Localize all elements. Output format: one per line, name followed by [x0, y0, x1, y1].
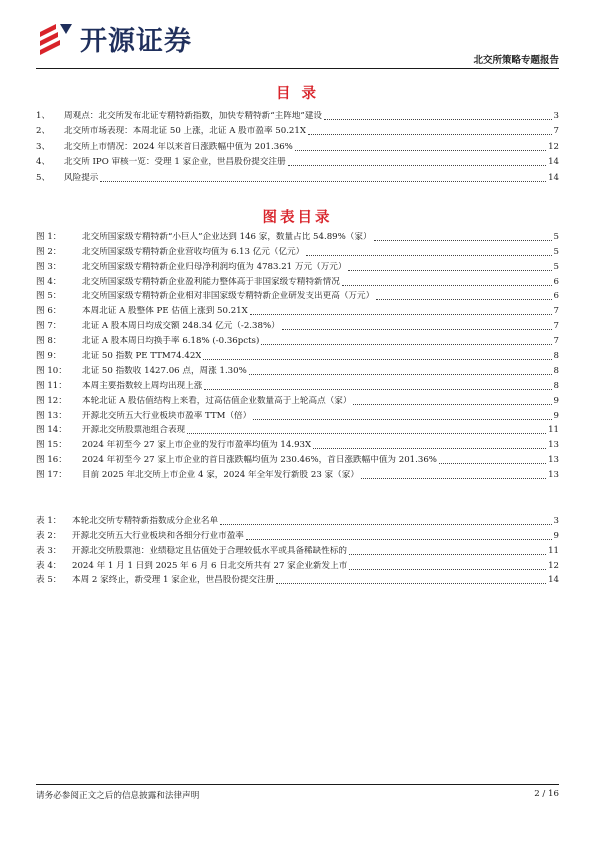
page-number: 2 / 16 — [534, 789, 559, 799]
dot-leader — [308, 134, 552, 135]
table-entry-label: 开源北交所五大行业板块和各细分行业市盈率 — [72, 530, 244, 541]
figure-entry-page: 9 — [553, 395, 559, 406]
dot-leader — [349, 554, 546, 555]
figure-entry-label: 2024 年初至今 27 家上市企业的发行市盈率均值为 14.93X — [82, 440, 312, 451]
dot-leader — [361, 478, 546, 479]
figure-entry-page: 8 — [553, 380, 559, 391]
figure-entry-label: 北证 50 指数 PE TTM74.42X — [82, 351, 202, 362]
toc-entry[interactable] — [36, 168, 559, 184]
figure-entry-number: 图 11： — [36, 380, 67, 391]
toc-entry[interactable] — [36, 137, 559, 153]
figure-entry-page: 13 — [548, 440, 559, 451]
dot-leader — [353, 404, 551, 405]
figure-entry-number: 图 15： — [36, 440, 67, 451]
dot-leader — [348, 270, 551, 271]
table-entry[interactable] — [36, 542, 559, 557]
dot-leader — [187, 433, 546, 434]
figure-entry-page: 13 — [548, 455, 559, 466]
figure-entry-number: 图 5： — [36, 291, 62, 302]
dot-leader — [342, 285, 552, 286]
figure-entry-number: 图 3： — [36, 261, 62, 272]
figure-entry-number: 图 2： — [36, 246, 62, 257]
dot-leader — [282, 329, 552, 330]
dot-leader — [295, 150, 546, 151]
table-entry[interactable] — [36, 512, 559, 527]
figure-entry-number: 图 12： — [36, 395, 67, 406]
table-entry[interactable] — [36, 557, 559, 572]
figure-entry[interactable] — [36, 466, 559, 481]
table-entry-number: 表 1： — [36, 515, 62, 526]
table-entry-number: 表 2： — [36, 530, 62, 541]
figure-entry-page: 5 — [553, 231, 559, 242]
figure-entry-page: 7 — [553, 321, 559, 332]
figure-entry-page: 11 — [548, 425, 559, 436]
dot-leader — [276, 583, 546, 584]
figure-entry-label: 开源北交所股票池组合表现 — [82, 425, 186, 436]
footer-divider — [36, 784, 559, 785]
figure-entry-page: 8 — [553, 351, 559, 362]
dot-leader — [249, 374, 552, 375]
figure-entry-number: 图 4： — [36, 276, 62, 287]
toc-entry-label: 北交所 IPO 审核一览：受理 1 家企业，世昌股份提交注册 — [64, 157, 286, 167]
figure-entry[interactable] — [36, 273, 559, 288]
figure-entry-label: 北证 50 指数收 1427.06 点，周涨 1.30% — [82, 365, 247, 376]
dot-leader — [220, 524, 551, 525]
header-divider — [36, 68, 559, 69]
figure-entry-label: 北证 A 股本周日均换手率 6.18% (-0.36pcts) — [82, 336, 260, 347]
figure-entry-label: 北交所国家级专精特新企业归母净利润均值为 4783.21 万元（万元） — [82, 261, 347, 272]
toc-entry-label: 周观点：北交所发布北证专精特新指数，加快专精特新“主阵地”建设 — [64, 110, 323, 121]
dot-leader — [306, 255, 551, 256]
dot-leader — [253, 419, 551, 420]
figure-entry[interactable] — [36, 288, 559, 303]
company-logo — [36, 18, 192, 58]
table-entry-page: 3 — [553, 515, 559, 526]
toc-entry-label: 北交所上市情况：2024 年以来首日涨跌幅中值为 201.36% — [64, 141, 293, 152]
figures-title: 图表目录 — [262, 210, 333, 226]
figure-entry-label: 本周北证 A 股整体 PE 估值上涨到 50.21X — [82, 306, 248, 317]
toc-entry-number: 2、 — [36, 126, 51, 136]
figure-entry[interactable] — [36, 407, 559, 422]
figure-entry-number: 图 7： — [36, 321, 62, 332]
dot-leader — [246, 539, 552, 540]
table-entry-label: 开源北交所股票池：业绩稳定且估值处于合理较低水平或具备稀缺性标的 — [72, 545, 348, 556]
toc-entry[interactable] — [36, 106, 559, 122]
figure-entry-label: 本轮北证 A 股估值结构上来看，过高估值企业数量高于上轮高点（家） — [82, 395, 352, 406]
figure-entry-page: 13 — [548, 470, 559, 481]
page-header — [36, 14, 559, 66]
table-entry-number: 表 4： — [36, 560, 62, 571]
toc-entry-page: 14 — [548, 172, 559, 183]
figure-entry[interactable] — [36, 332, 559, 347]
dot-leader — [349, 569, 546, 570]
figure-entry[interactable] — [36, 302, 559, 317]
dot-leader — [261, 344, 551, 345]
report-type-label: 北交所策略专题报告 — [473, 55, 559, 66]
figure-entry-label: 开源北交所五大行业板块市盈率 TTM（倍） — [82, 410, 252, 421]
dot-leader — [250, 314, 552, 315]
tables-list — [36, 512, 559, 586]
table-entry-page: 9 — [553, 530, 559, 541]
figure-entry[interactable] — [36, 243, 559, 258]
figure-entry-number: 图 6： — [36, 306, 62, 317]
toc-entry-page: 12 — [548, 141, 559, 152]
figure-entry[interactable] — [36, 347, 559, 362]
dot-leader — [376, 299, 551, 300]
toc-entry-page: 7 — [553, 126, 559, 136]
figure-entry-number: 图 13： — [36, 410, 67, 421]
figure-entry-page: 5 — [553, 246, 559, 257]
figure-entry-label: 北交所国家级专精特新企业营收均值为 6.13 亿元（亿元） — [82, 246, 305, 257]
toc-entry-page: 14 — [548, 157, 559, 167]
figure-entry[interactable] — [36, 392, 559, 407]
table-entry-label: 本轮北交所专精特新指数成分企业名单 — [72, 515, 219, 526]
figure-entry-label: 北证 A 股本周日均成交额 248.34 亿元（-2.38%） — [82, 321, 280, 332]
figure-entry[interactable] — [36, 436, 559, 451]
figure-entry[interactable] — [36, 377, 559, 392]
figure-entry-number: 图 9： — [36, 351, 62, 362]
dot-leader — [100, 181, 546, 182]
dot-leader — [374, 240, 552, 241]
figure-entry-number: 图 10： — [36, 365, 67, 376]
table-entry-number: 表 5： — [36, 575, 62, 586]
table-entry[interactable] — [36, 527, 559, 542]
toc-entry[interactable] — [36, 153, 559, 169]
figure-entry[interactable] — [36, 362, 559, 377]
table-entry-label: 本周 2 家终止，新受理 1 家企业，世昌股份提交注册 — [72, 575, 275, 586]
figure-entry-page: 6 — [553, 276, 559, 287]
dot-leader — [288, 165, 546, 166]
table-entry-label: 2024 年 1 月 1 日到 2025 年 6 月 6 日北交所共有 27 家企业新发上市 — [72, 560, 348, 571]
dot-leader — [313, 448, 546, 449]
toc-entry-number: 3、 — [36, 141, 51, 152]
toc-entry-number: 1、 — [36, 110, 51, 121]
figure-entry-page: 7 — [553, 306, 559, 317]
figure-entry-page: 6 — [553, 291, 559, 302]
figure-entry-number: 图 1： — [36, 231, 62, 242]
figure-entry-page: 7 — [553, 336, 559, 347]
contents-list — [36, 106, 559, 184]
table-entry-page: 12 — [548, 560, 559, 571]
toc-entry-label: 北交所市场表现：本周北证 50 上涨，北证 A 股市盈率 50.21X — [64, 126, 306, 136]
toc-entry-page: 3 — [553, 110, 559, 121]
toc-entry-label: 风险提示 — [64, 172, 99, 183]
figure-entry-number: 图 16： — [36, 455, 67, 466]
figure-entry-number: 图 14： — [36, 425, 67, 436]
figure-entry-label: 2024 年初至今 27 家上市企业的首日涨跌幅均值为 230.46%，首日涨跌幅中值为 201.36% — [82, 455, 437, 466]
figure-entry-page: 8 — [553, 365, 559, 376]
figure-entry[interactable] — [36, 451, 559, 466]
toc-entry-number: 5、 — [36, 172, 51, 183]
figures-list — [36, 228, 559, 481]
table-entry-number: 表 3： — [36, 545, 62, 556]
table-entry[interactable] — [36, 572, 559, 587]
figure-entry-label: 北交所国家级专精特新企业盈利能力整体高于非国家级专精特新情况 — [82, 276, 340, 287]
dot-leader — [203, 359, 551, 360]
contents-title: 目 录 — [275, 86, 320, 102]
toc-entry-number: 4、 — [36, 157, 51, 167]
disclaimer-note: 请务必参阅正文之后的信息披露和法律声明 — [36, 791, 200, 801]
figure-entry[interactable] — [36, 317, 559, 332]
figure-entry-number: 图 17： — [36, 470, 67, 481]
kaiyuan-logo-icon — [36, 18, 76, 58]
company-name: 开源证券 — [80, 25, 192, 57]
figure-entry-label: 目前 2025 年北交所上市企业 4 家，2024 年全年发行新股 23 家（家） — [82, 470, 359, 481]
figure-entry-label: 北交所国家级专精特新企业相对非国家级专精特新企业研发支出更高（万元） — [82, 291, 375, 302]
figure-entry-page: 5 — [553, 261, 559, 272]
dot-leader — [204, 389, 551, 390]
dot-leader — [324, 119, 552, 120]
figure-entry[interactable] — [36, 422, 559, 437]
table-entry-page: 14 — [548, 575, 559, 586]
table-entry-page: 11 — [548, 545, 559, 556]
figure-entry-label: 北交所国家级专精特新“小巨人”企业达到 146 家，数量占比 54.89%（家） — [82, 231, 372, 242]
dot-leader — [439, 463, 546, 464]
figure-entry[interactable] — [36, 228, 559, 243]
figure-entry-label: 本周主要指数较上周均出现上涨 — [82, 380, 203, 391]
figure-entry[interactable] — [36, 258, 559, 273]
figure-entry-page: 9 — [553, 410, 559, 421]
figure-entry-number: 图 8： — [36, 336, 62, 347]
toc-entry[interactable] — [36, 122, 559, 138]
